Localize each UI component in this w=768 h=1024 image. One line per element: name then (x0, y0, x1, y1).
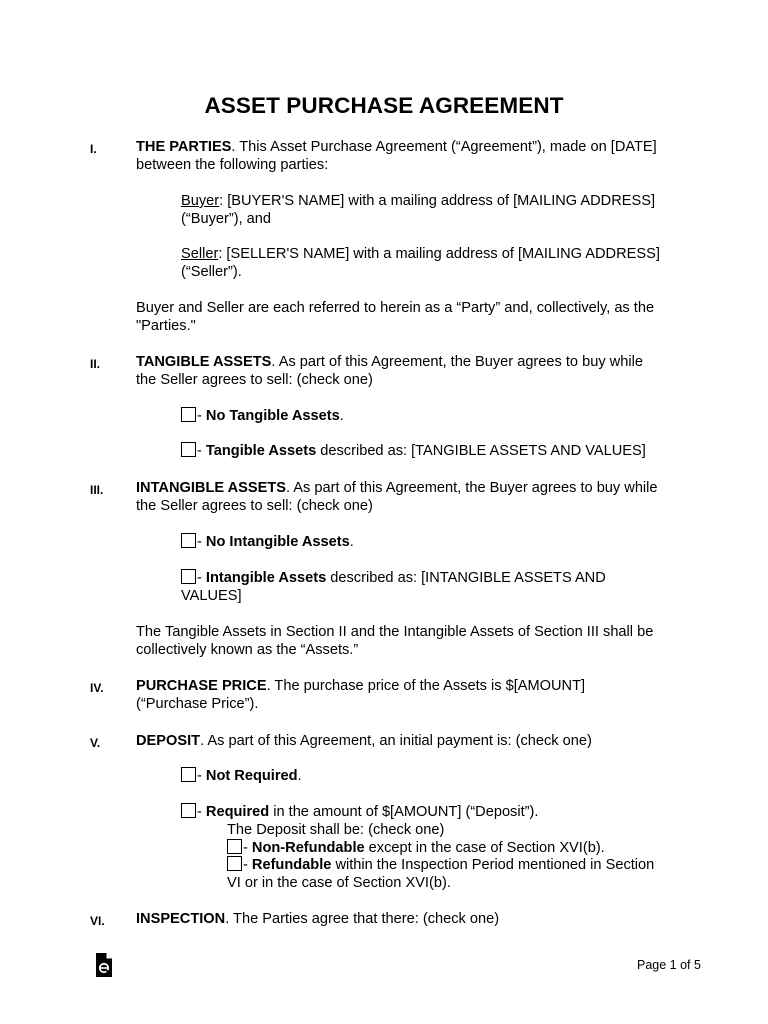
section-number-4: IV. (90, 681, 104, 695)
section-6-line-1 (136, 910, 499, 928)
option-end: . (339, 408, 344, 424)
option-label-bold: No Tangible Assets (205, 408, 340, 424)
option-dash: - (243, 840, 252, 856)
section-4-text: . The purchase price of the Assets is $[AMOUNT] (266, 678, 586, 694)
checkbox-deposit-not-required[interactable] (181, 767, 196, 782)
section-4-heading: PURCHASE PRICE (136, 678, 267, 694)
section-1-line-2: between the following parties: (136, 157, 329, 173)
buyer-text: : [BUYER'S NAME] with a mailing address of [MAILING ADDRESS] (219, 193, 655, 209)
option-label-bold: Non-Refundable (251, 840, 365, 856)
option-end: described as: [INTANGIBLE ASSETS AND (326, 570, 606, 586)
section-number-3: III. (90, 483, 104, 497)
option-end: within the Inspection Period mentioned in Section (331, 857, 655, 873)
checkbox-non-refundable[interactable] (227, 839, 242, 854)
option-label-bold: Refundable (251, 857, 332, 873)
option-end: in the amount of $[AMOUNT] (“Deposit”). (269, 804, 539, 820)
option-label-bold: Required (205, 804, 270, 820)
section-6-text: . The Parties agree that there: (check one) (225, 911, 500, 927)
section-5-line-1 (136, 732, 592, 750)
checkbox-no-intangible-assets[interactable] (181, 533, 196, 548)
section-3-heading: INTANGIBLE ASSETS (136, 480, 286, 496)
section-1-text: . This Asset Purchase Agreement (“Agreement”), made on [DATE] (231, 139, 657, 155)
checkbox-refundable[interactable] (227, 856, 242, 871)
section-3-line-1 (136, 479, 658, 497)
page-number: Page 1 of 5 (637, 958, 701, 972)
deposit-sub-intro: The Deposit shall be: (check one) (227, 822, 445, 838)
section-3-text: . As part of this Agreement, the Buyer agrees to buy while (286, 480, 658, 496)
option-dash: - (197, 534, 206, 550)
option-intangible-assets-cont: VALUES] (181, 588, 242, 604)
section-5-heading: DEPOSIT (136, 733, 201, 749)
section-1-line-1 (136, 138, 657, 156)
option-dash: - (197, 768, 206, 784)
option-end: described as: [TANGIBLE ASSETS AND VALUES] (316, 443, 646, 459)
option-refundable (227, 856, 654, 874)
section-number-5: V. (90, 736, 101, 750)
option-refundable-cont: VI or in the case of Section XVI(b). (227, 875, 451, 891)
option-no-intangible-assets (181, 533, 354, 551)
checkbox-intangible-assets[interactable] (181, 569, 196, 584)
option-label-bold: Tangible Assets (205, 443, 317, 459)
buyer-line-2: (“Buyer”), and (181, 211, 272, 227)
section-5-text: . As part of this Agreement, an initial payment is: (check one) (200, 733, 592, 749)
parties-paragraph-line-1: Buyer and Seller are each referred to herein as a “Party” and, collectively, as the (136, 300, 655, 316)
section-6-heading: INSPECTION (136, 911, 226, 927)
section-2-line-1 (136, 353, 643, 371)
section-number-6: VI. (90, 914, 105, 928)
option-end: . (349, 534, 354, 550)
option-no-tangible-assets (181, 407, 344, 425)
option-dash: - (197, 408, 206, 424)
option-deposit-required (181, 803, 538, 821)
section-4-line-1 (136, 677, 585, 695)
checkbox-no-tangible-assets[interactable] (181, 407, 196, 422)
assets-paragraph-line-2: collectively known as the “Assets.” (136, 642, 359, 658)
checkbox-tangible-assets[interactable] (181, 442, 196, 457)
option-non-refundable (227, 839, 605, 857)
section-2-text: . As part of this Agreement, the Buyer agrees to buy while (271, 354, 643, 370)
parties-paragraph-line-2: "Parties." (136, 318, 196, 334)
eforms-logo-icon (95, 952, 113, 978)
option-intangible-assets (181, 569, 606, 587)
option-end: . (297, 768, 302, 784)
option-dash: - (197, 443, 206, 459)
option-dash: - (243, 857, 252, 873)
section-1-heading: THE PARTIES (136, 139, 232, 155)
option-label-bold: Intangible Assets (205, 570, 327, 586)
section-2-heading: TANGIBLE ASSETS (136, 354, 272, 370)
section-number-2: II. (90, 357, 101, 371)
buyer-label: Buyer (181, 193, 220, 209)
option-dash: - (197, 570, 206, 586)
buyer-line-1 (181, 192, 655, 210)
seller-line-2: (“Seller”). (181, 264, 242, 280)
assets-paragraph-line-1: The Tangible Assets in Section II and the Intangible Assets of Section III shall be (136, 624, 654, 640)
section-4-line-2: (“Purchase Price”). (136, 696, 259, 712)
option-deposit-not-required (181, 767, 302, 785)
section-number-1: I. (90, 142, 97, 156)
section-2-line-2: the Seller agrees to sell: (check one) (136, 372, 373, 388)
option-dash: - (197, 804, 206, 820)
document-title: ASSET PURCHASE AGREEMENT (204, 93, 564, 118)
section-3-line-2: the Seller agrees to sell: (check one) (136, 498, 373, 514)
checkbox-deposit-required[interactable] (181, 803, 196, 818)
seller-text: : [SELLER'S NAME] with a mailing address of [MAILING ADDRESS] (218, 246, 660, 262)
seller-label: Seller (181, 246, 219, 262)
option-label-bold: Not Required (205, 768, 298, 784)
option-end: except in the case of Section XVI(b). (364, 840, 605, 856)
option-label-bold: No Intangible Assets (205, 534, 350, 550)
seller-line-1 (181, 245, 660, 263)
option-tangible-assets (181, 442, 646, 460)
